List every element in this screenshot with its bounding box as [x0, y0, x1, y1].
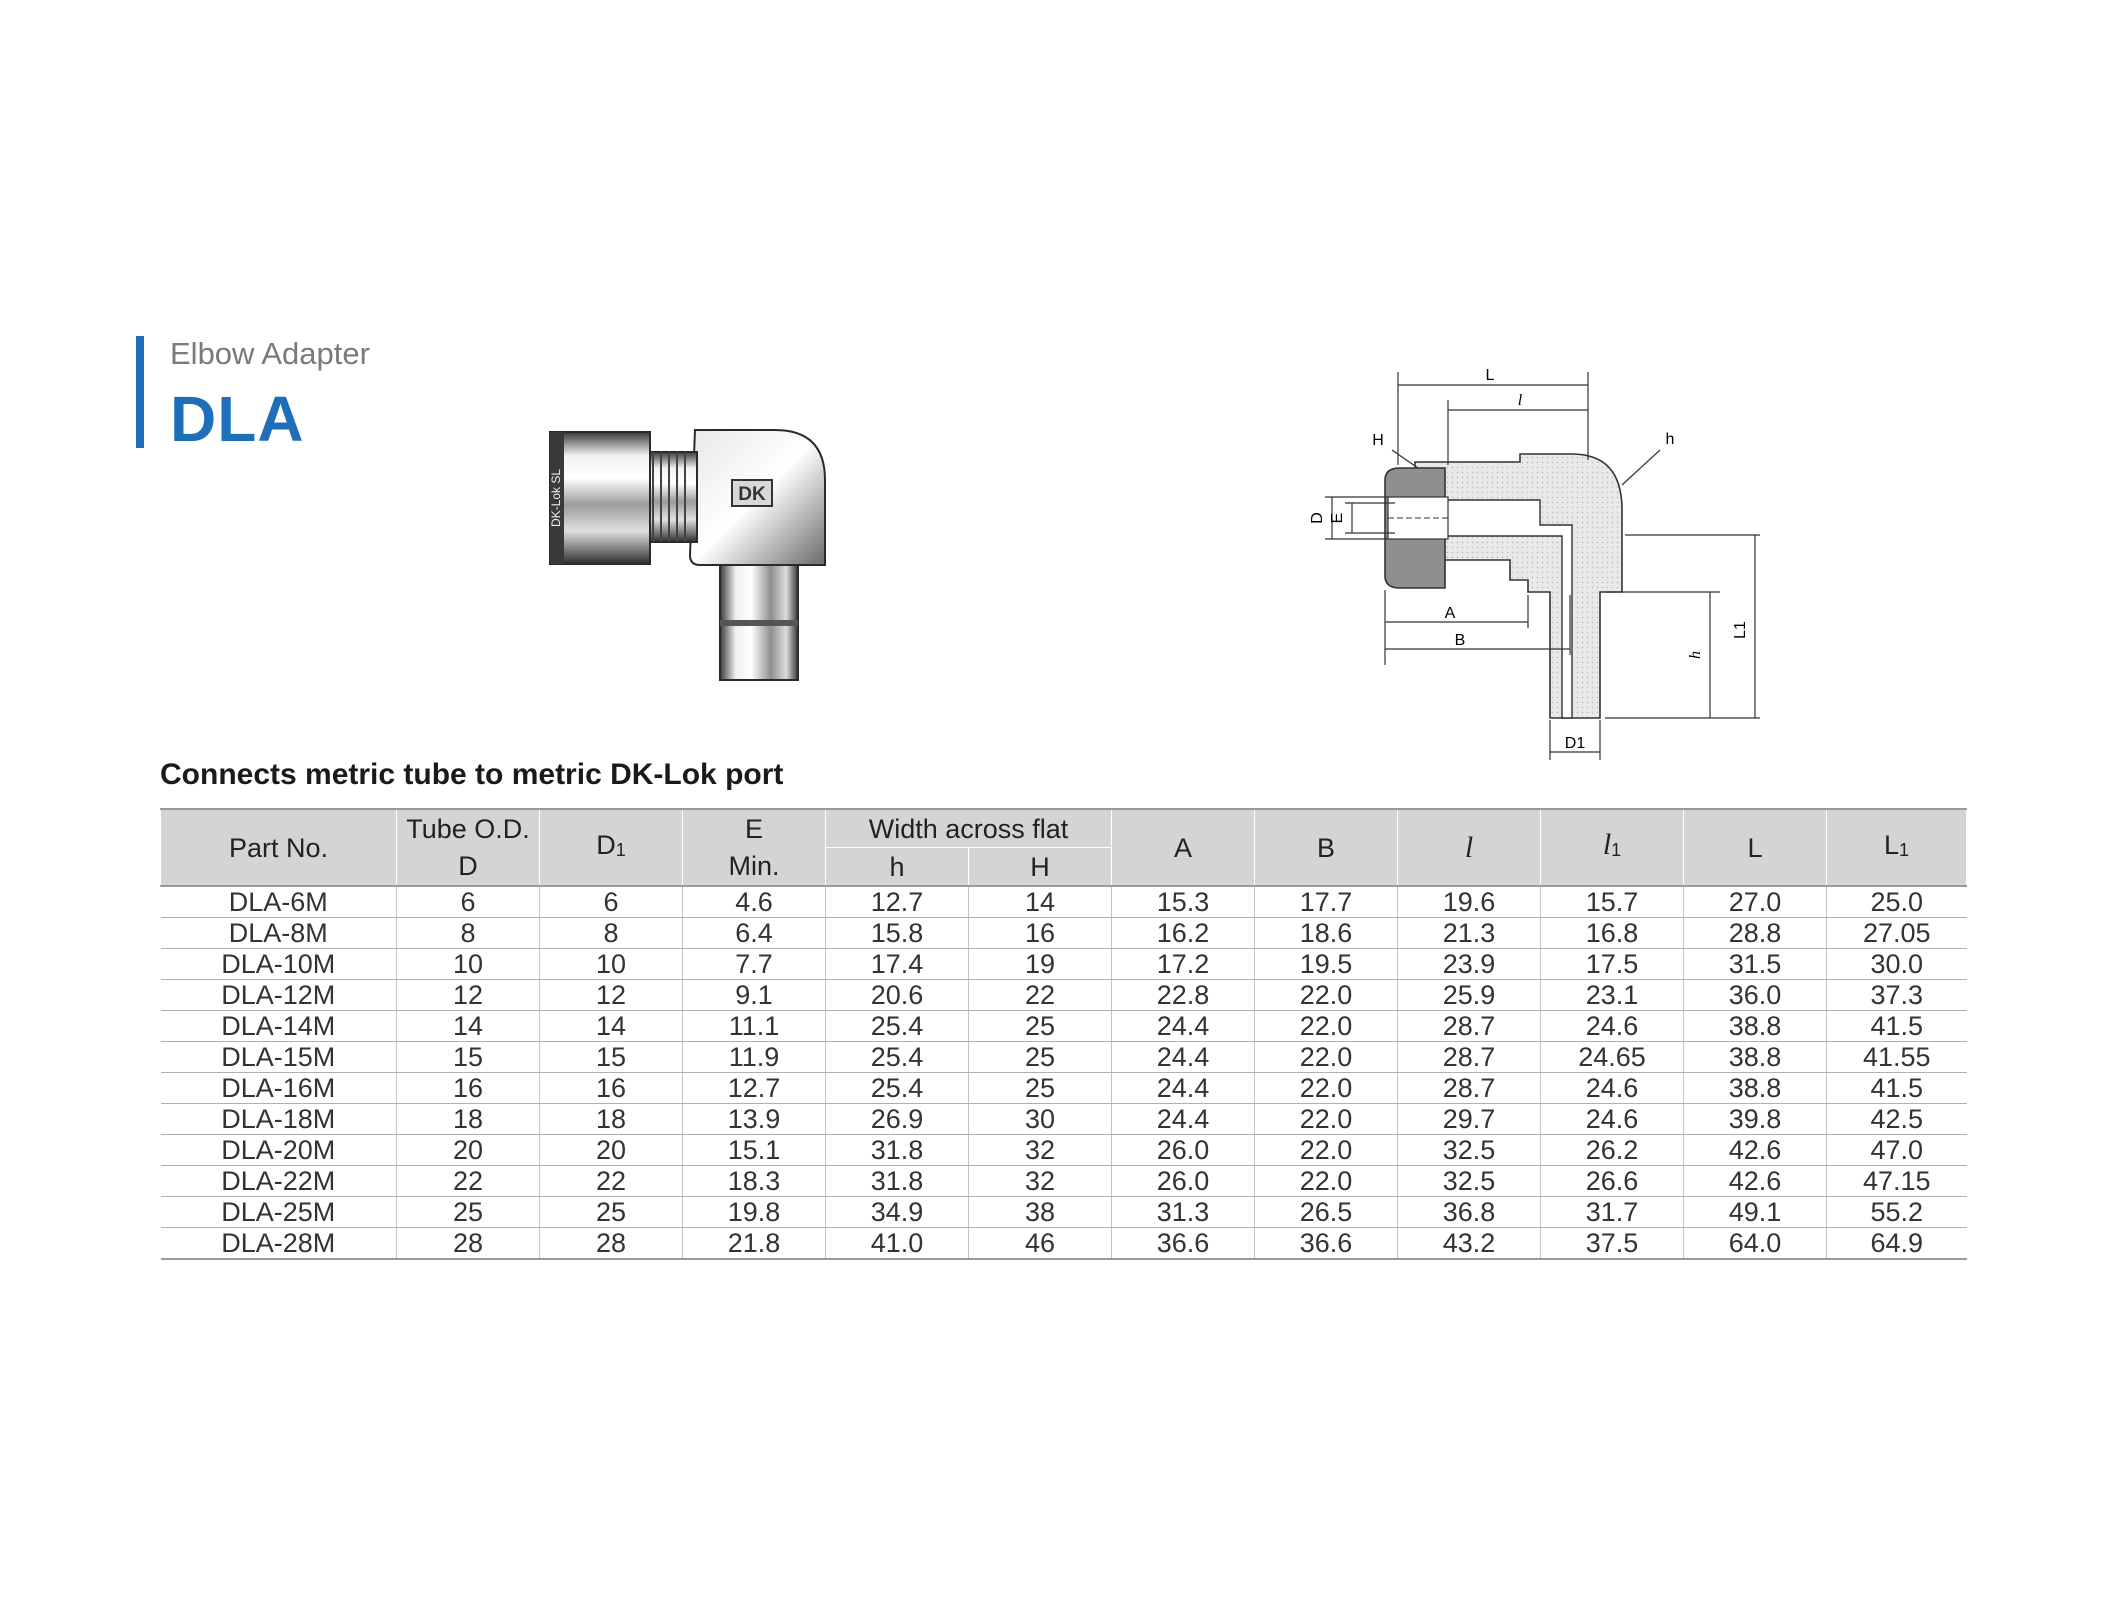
cell-d1: 20	[540, 1135, 683, 1166]
cell-tube-od: 25	[397, 1197, 540, 1228]
header-part-no: Part No.	[161, 809, 397, 886]
cell-b: 36.6	[1255, 1228, 1398, 1260]
cell-a: 24.4	[1112, 1011, 1255, 1042]
cell-tube-od: 18	[397, 1104, 540, 1135]
cell-waf-h: 31.8	[826, 1166, 969, 1197]
drawing-label-D1: D1	[1564, 735, 1586, 752]
cell-waf-H: 25	[969, 1073, 1112, 1104]
cell-waf-h: 34.9	[826, 1197, 969, 1228]
cell-l1: 24.6	[1541, 1104, 1684, 1135]
cell-a: 26.0	[1112, 1166, 1255, 1197]
cell-tube-od: 15	[397, 1042, 540, 1073]
drawing-label-D: D	[1309, 512, 1326, 524]
cell-d1: 6	[540, 886, 683, 918]
cell-L1: 64.9	[1827, 1228, 1967, 1260]
cell-e-min: 15.1	[683, 1135, 826, 1166]
cell-waf-h: 25.4	[826, 1011, 969, 1042]
cell-e-min: 12.7	[683, 1073, 826, 1104]
drawing-label-L: L	[1485, 367, 1495, 384]
cell-tube-od: 20	[397, 1135, 540, 1166]
table-row	[161, 1228, 1967, 1260]
cell-L1: 41.5	[1827, 1011, 1967, 1042]
cell-l1: 15.7	[1541, 886, 1684, 918]
cell-waf-H: 32	[969, 1166, 1112, 1197]
cell-part-no: DLA-15M	[161, 1042, 397, 1073]
cell-a: 15.3	[1112, 886, 1255, 918]
spec-table	[160, 808, 1967, 1260]
cell-b: 22.0	[1255, 1135, 1398, 1166]
header-waf-h: h	[826, 848, 969, 887]
cell-a: 22.8	[1112, 980, 1255, 1011]
table-header-row	[161, 809, 1967, 848]
cell-a: 36.6	[1112, 1228, 1255, 1260]
header-l1-main: l	[1602, 828, 1612, 861]
cell-l: 19.6	[1398, 886, 1541, 918]
table-row	[161, 980, 1967, 1011]
cell-a: 24.4	[1112, 1042, 1255, 1073]
cell-waf-h: 20.6	[826, 980, 969, 1011]
cell-L1: 30.0	[1827, 949, 1967, 980]
header-l-main: l	[1464, 830, 1474, 864]
photo-nut-marking: DK-Lok SL	[549, 468, 563, 528]
cell-waf-H: 38	[969, 1197, 1112, 1228]
cell-waf-H: 16	[969, 918, 1112, 949]
table-row	[161, 1197, 1967, 1228]
cell-waf-H: 22	[969, 980, 1112, 1011]
cell-tube-od: 6	[397, 886, 540, 918]
cell-waf-h: 31.8	[826, 1135, 969, 1166]
header-e-sub: Min.	[683, 848, 826, 887]
cell-l: 21.3	[1398, 918, 1541, 949]
cell-L: 28.8	[1684, 918, 1827, 949]
header-e: E	[683, 809, 826, 848]
header-L: L	[1684, 809, 1827, 886]
cell-waf-H: 46	[969, 1228, 1112, 1260]
cell-L1: 47.0	[1827, 1135, 1967, 1166]
drawing-body	[1415, 454, 1622, 718]
cell-b: 26.5	[1255, 1197, 1398, 1228]
cell-waf-H: 14	[969, 886, 1112, 918]
cell-l1: 24.6	[1541, 1011, 1684, 1042]
title-accent-bar	[136, 336, 144, 448]
cell-waf-h: 26.9	[826, 1104, 969, 1135]
cell-d1: 8	[540, 918, 683, 949]
drawing-label-L1: L1	[1732, 621, 1749, 639]
cell-e-min: 13.9	[683, 1104, 826, 1135]
cell-e-min: 9.1	[683, 980, 826, 1011]
cell-l1: 31.7	[1541, 1197, 1684, 1228]
cell-waf-H: 32	[969, 1135, 1112, 1166]
cell-d1: 10	[540, 949, 683, 980]
table-row	[161, 1073, 1967, 1104]
cell-b: 22.0	[1255, 1042, 1398, 1073]
cell-l: 32.5	[1398, 1166, 1541, 1197]
header-l1	[1541, 809, 1684, 886]
drawing-label-E: E	[1329, 512, 1346, 524]
cell-part-no: DLA-18M	[161, 1104, 397, 1135]
cell-L: 31.5	[1684, 949, 1827, 980]
drawing-label-A: A	[1444, 605, 1456, 622]
cell-d1: 28	[540, 1228, 683, 1260]
product-title: DLA	[170, 383, 305, 455]
cell-l1: 24.65	[1541, 1042, 1684, 1073]
table-row	[161, 1166, 1967, 1197]
cell-tube-od: 16	[397, 1073, 540, 1104]
technical-drawing	[1300, 360, 1760, 770]
cell-l1: 24.6	[1541, 1073, 1684, 1104]
cell-l1: 26.6	[1541, 1166, 1684, 1197]
cell-l: 25.9	[1398, 980, 1541, 1011]
table-row	[161, 1135, 1967, 1166]
cell-e-min: 11.1	[683, 1011, 826, 1042]
cell-l: 23.9	[1398, 949, 1541, 980]
cell-L1: 47.15	[1827, 1166, 1967, 1197]
cell-l: 28.7	[1398, 1011, 1541, 1042]
table-row	[161, 1011, 1967, 1042]
table-row	[161, 1104, 1967, 1135]
photo-logo-text: DK	[738, 484, 766, 505]
header-l	[1398, 809, 1541, 886]
cell-tube-od: 8	[397, 918, 540, 949]
photo-nut	[550, 432, 650, 564]
header-d1-main: D	[596, 830, 616, 860]
cell-e-min: 7.7	[683, 949, 826, 980]
cell-part-no: DLA-8M	[161, 918, 397, 949]
cell-waf-h: 25.4	[826, 1042, 969, 1073]
cell-l1: 23.1	[1541, 980, 1684, 1011]
cell-a: 24.4	[1112, 1104, 1255, 1135]
cell-part-no: DLA-14M	[161, 1011, 397, 1042]
cell-L: 39.8	[1684, 1104, 1827, 1135]
cell-a: 31.3	[1112, 1197, 1255, 1228]
cell-part-no: DLA-6M	[161, 886, 397, 918]
table-row	[161, 1042, 1967, 1073]
cell-b: 22.0	[1255, 1166, 1398, 1197]
cell-L1: 55.2	[1827, 1197, 1967, 1228]
cell-e-min: 4.6	[683, 886, 826, 918]
cell-waf-h: 15.8	[826, 918, 969, 949]
product-photo	[540, 420, 840, 690]
cell-l1: 26.2	[1541, 1135, 1684, 1166]
cell-b: 22.0	[1255, 1011, 1398, 1042]
drawing-label-B: B	[1454, 632, 1466, 649]
header-tube-od-sub: D	[397, 848, 540, 887]
cell-d1: 15	[540, 1042, 683, 1073]
cell-part-no: DLA-22M	[161, 1166, 397, 1197]
drawing-label-h-side: h	[1687, 651, 1704, 659]
cell-d1: 18	[540, 1104, 683, 1135]
table-caption: Connects metric tube to metric DK-Lok port	[160, 758, 784, 791]
cell-L1: 41.55	[1827, 1042, 1967, 1073]
cell-a: 26.0	[1112, 1135, 1255, 1166]
cell-tube-od: 28	[397, 1228, 540, 1260]
cell-L: 42.6	[1684, 1166, 1827, 1197]
cell-part-no: DLA-25M	[161, 1197, 397, 1228]
cell-l1: 17.5	[1541, 949, 1684, 980]
cell-a: 17.2	[1112, 949, 1255, 980]
header-d1-sub: 1	[615, 840, 626, 860]
cell-e-min: 6.4	[683, 918, 826, 949]
cell-waf-h: 41.0	[826, 1228, 969, 1260]
cell-waf-H: 19	[969, 949, 1112, 980]
header-L1	[1827, 809, 1967, 886]
cell-l: 36.8	[1398, 1197, 1541, 1228]
cell-tube-od: 22	[397, 1166, 540, 1197]
product-subtitle: Elbow Adapter	[170, 336, 370, 371]
cell-waf-H: 30	[969, 1104, 1112, 1135]
header-l1-sub: 1	[1611, 840, 1622, 860]
cell-L: 36.0	[1684, 980, 1827, 1011]
cell-b: 22.0	[1255, 1073, 1398, 1104]
cell-a: 16.2	[1112, 918, 1255, 949]
header-waf-H: H	[969, 848, 1112, 887]
cell-d1: 25	[540, 1197, 683, 1228]
cell-l: 28.7	[1398, 1073, 1541, 1104]
cell-l1: 16.8	[1541, 918, 1684, 949]
cell-tube-od: 12	[397, 980, 540, 1011]
header-b: B	[1255, 809, 1398, 886]
header-L1-sub: 1	[1899, 840, 1910, 860]
table-body	[161, 886, 1967, 1259]
cell-e-min: 19.8	[683, 1197, 826, 1228]
cell-L: 38.8	[1684, 1042, 1827, 1073]
table-row	[161, 886, 1967, 918]
cell-b: 22.0	[1255, 1104, 1398, 1135]
cell-L: 27.0	[1684, 886, 1827, 918]
cell-L: 42.6	[1684, 1135, 1827, 1166]
cell-part-no: DLA-12M	[161, 980, 397, 1011]
cell-L: 64.0	[1684, 1228, 1827, 1260]
cell-b: 19.5	[1255, 949, 1398, 980]
drawing-label-l: l	[1517, 392, 1523, 409]
cell-d1: 16	[540, 1073, 683, 1104]
cell-L1: 37.3	[1827, 980, 1967, 1011]
drawing-label-h-top: h	[1665, 431, 1675, 448]
header-L1-main: L	[1883, 830, 1899, 860]
cell-L1: 41.5	[1827, 1073, 1967, 1104]
cell-part-no: DLA-28M	[161, 1228, 397, 1260]
cell-d1: 12	[540, 980, 683, 1011]
cell-e-min: 21.8	[683, 1228, 826, 1260]
table-row	[161, 918, 1967, 949]
header-tube-od: Tube O.D.	[397, 809, 540, 848]
cell-b: 18.6	[1255, 918, 1398, 949]
cell-l: 28.7	[1398, 1042, 1541, 1073]
cell-waf-H: 25	[969, 1011, 1112, 1042]
cell-L: 38.8	[1684, 1073, 1827, 1104]
cell-d1: 14	[540, 1011, 683, 1042]
cell-e-min: 11.9	[683, 1042, 826, 1073]
cell-part-no: DLA-20M	[161, 1135, 397, 1166]
cell-e-min: 18.3	[683, 1166, 826, 1197]
header-d1	[540, 809, 683, 886]
cell-L1: 42.5	[1827, 1104, 1967, 1135]
cell-tube-od: 14	[397, 1011, 540, 1042]
cell-tube-od: 10	[397, 949, 540, 980]
cell-b: 17.7	[1255, 886, 1398, 918]
title-block	[136, 336, 536, 455]
cell-L1: 27.05	[1827, 918, 1967, 949]
cell-l: 43.2	[1398, 1228, 1541, 1260]
cell-l1: 37.5	[1541, 1228, 1684, 1260]
cell-d1: 22	[540, 1166, 683, 1197]
cell-waf-H: 25	[969, 1042, 1112, 1073]
cell-l: 32.5	[1398, 1135, 1541, 1166]
header-width-across-flat: Width across flat	[826, 809, 1112, 848]
cell-L: 49.1	[1684, 1197, 1827, 1228]
cell-L: 38.8	[1684, 1011, 1827, 1042]
cell-L1: 25.0	[1827, 886, 1967, 918]
cell-part-no: DLA-16M	[161, 1073, 397, 1104]
cell-waf-h: 25.4	[826, 1073, 969, 1104]
cell-l: 29.7	[1398, 1104, 1541, 1135]
cell-part-no: DLA-10M	[161, 949, 397, 980]
cell-waf-h: 17.4	[826, 949, 969, 980]
cell-b: 22.0	[1255, 980, 1398, 1011]
header-a: A	[1112, 809, 1255, 886]
drawing-label-H: H	[1372, 432, 1384, 449]
photo-tube-stub	[720, 555, 798, 680]
table-row	[161, 949, 1967, 980]
cell-a: 24.4	[1112, 1073, 1255, 1104]
cell-waf-h: 12.7	[826, 886, 969, 918]
